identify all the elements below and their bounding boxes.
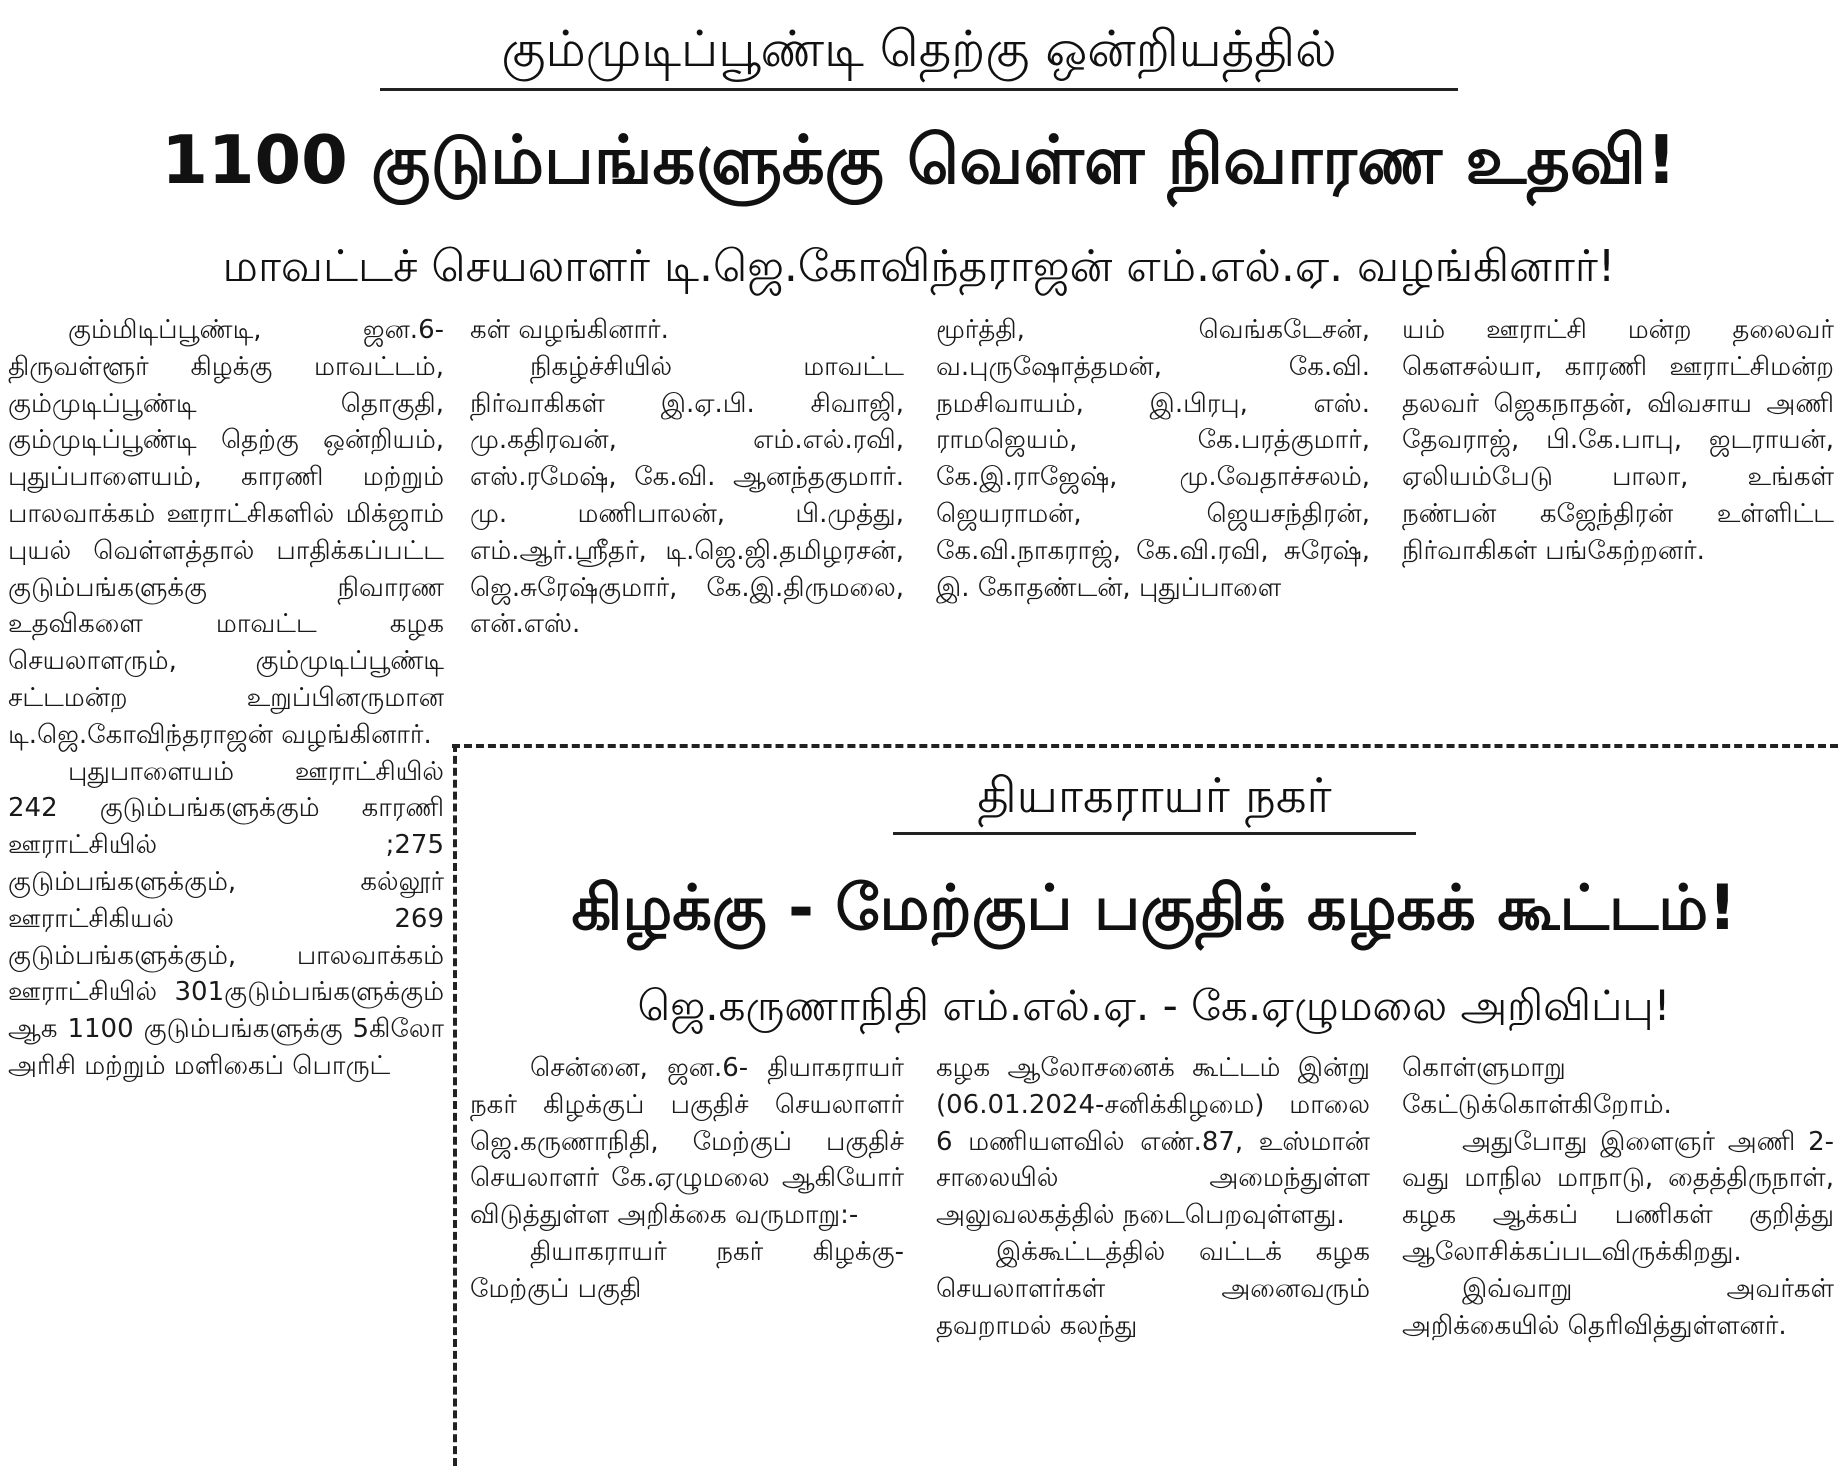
story2-kicker: தியாகராயர் நகர் (893, 764, 1416, 835)
story2-col3-paragraph: இவ்வாறு அவர்கள் அறிக்கையில் தெரிவித்துள்ளனர். (1402, 1273, 1834, 1341)
story1-headline: 1100 குடும்பங்களுக்கு வெள்ள நிவாரண உதவி! (161, 121, 1677, 199)
story2-col2-paragraph: கழக ஆலோசனைக் கூட்டம் இன்று (06.01.2024-சனிக்கிழமை) மாலை 6 மணியளவில் எண்.87, உஸ்மான் சாலையில் அமைந்துள்ள அலுவலகத்தில் நடைபெறவுள்ளது. (936, 1053, 1370, 1231)
story1-col1-paragraph: கும்மிடிப்பூண்டி, ஜன.6- திருவள்ளூர் கிழக்கு மாவட்டம், கும்முடிப்பூண்டி தொகுதி, கும்முடிப்பூண்டி தெற்கு ஒன்றியம், புதுப்பாளையம், காரணி மற்றும் பாலவாக்கம் ஊராட்சிகளில் மிக்ஜாம் புயல் வெள்ளத்தால் பாதிக்கப்பட்ட குடும்பங்களுக்கு நிவாரண உதவிகளை மாவட்ட கழக செயலாளரும், கும்முடிப்பூண்டி சட்டமன்ற உறுப்பினருமான டி.ஜெ.கோவிந்தராஜன் வழங்கினார். (8, 315, 444, 750)
story2-col2-paragraph: இக்கூட்டத்தில் வட்டக் கழக செயலாளர்கள் அனைவரும் தவறாமல் கலந்து (936, 1236, 1370, 1341)
section-divider-horizontal (452, 744, 1838, 748)
story2-column-1 (470, 1050, 904, 1462)
story1-kicker: கும்முடிப்பூண்டி தெற்கு ஒன்றியத்தில் (380, 14, 1458, 91)
story2-subheadline: ஜெ.கருணாநிதி எம்.எல்.ஏ. - கே.ஏழுமலை அறிவிப்பு! (637, 981, 1671, 1030)
story1-column-3 (936, 312, 1370, 727)
story1-col2-paragraph: கள் வழங்கினார். (470, 315, 669, 345)
story2-column-2 (936, 1050, 1370, 1462)
story1-column-4 (1402, 312, 1834, 727)
story2-col1-paragraph: சென்னை, ஜன.6- தியாகராயர் நகர் கிழக்குப் பகுதிச் செயலாளர் ஜெ.கருணாநிதி, மேற்குப் பகுதிச் செயலாளர் கே.ஏழுமலை ஆகியோர் விடுத்துள்ள அறிக்கை வருமாறு:- (470, 1053, 904, 1231)
story2-column-3 (1402, 1050, 1834, 1462)
story1-col1-paragraph: புதுபாளையம் ஊராட்சியில் 242 குடும்பங்களுக்கும் காரணி ஊராட்சியில் ;275 குடும்பங்களுக்கும், கல்லூர் ஊராட்சிகியல் 269 குடும்பங்களுக்கும், பாலவாக்கம் ஊராட்சியில் 301குடும்பங்களுக்கும் ஆக 1100 குடும்பங்களுக்கு 5கிலோ அரிசி மற்றும் மளிகைப் பொருட் (8, 756, 444, 1081)
story2-col3-paragraph: கொள்ளுமாறு கேட்டுக்கொள்கிறோம். (1402, 1053, 1672, 1120)
story2-col3-paragraph: அதுபோது இளைஞர் அணி 2-வது மாநில மாநாடு, தைத்திருநாள், கழக ஆக்கப் பணிகள் குறித்து ஆலோசிக்கப்படவிருக்கிறது. (1402, 1126, 1834, 1267)
story1-col2-paragraph: நிகழ்ச்சியில் மாவட்ட நிர்வாகிகள் இ.ஏ.பி. சிவாஜி, மு.கதிரவன், எம்.எல்.ரவி, எஸ்.ரமேஷ், கே.வி. ஆனந்தகுமார். மு. மணிபாலன், பி.முத்து, எம்.ஆர்.ஸ்ரீதர், டி.ஜெ.ஜி.தமிழரசன், ஜெ.சுரேஷ்குமார், கே.இ.திருமலை, என்.எஸ். (470, 351, 904, 640)
story2-headline: கிழக்கு - மேற்குப் பகுதிக் கழகக் கூட்டம்! (571, 871, 1737, 944)
story1-col4-paragraph: யம் ஊராட்சி மன்ற தலைவர் கௌசல்யா, காரணி ஊராட்சிமன்ற தலவர் ஜெகநாதன், விவசாய அணி தேவராஜ், பி.கே.பாபு, ஜடராயன், ஏலியம்பேடு பாலா, உங்கள் நண்பன் கஜேந்திரன் உள்ளிட்ட நிர்வாகிகள் பங்கேற்றனர். (1402, 315, 1834, 566)
story2-col1-paragraph: தியாகராயர் நகர் கிழக்கு-மேற்குப் பகுதி (470, 1236, 904, 1304)
story1-col3-paragraph: மூர்த்தி, வெங்கடேசன், வ.புருஷோத்தமன், கே.வி. நமசிவாயம், இ.பிரபு, எஸ். ராமஜெயம், கே.பரத்குமார், கே.இ.ராஜேஷ், மு.வேதாச்சலம், ஜெயராமன், ஜெயசந்திரன், கே.வி.நாகராஜ், கே.வி.ரவி, சுரேஷ், இ. கோதண்டன், புதுப்பாளை (936, 315, 1370, 603)
story1-subheadline: மாவட்டச் செயலாளர் டி.ஜெ.கோவிந்தராஜன் எம்.எல்.ஏ. வழங்கினார்! (222, 241, 1616, 292)
section-divider-vertical (453, 744, 457, 1466)
story1-column-2 (470, 312, 904, 727)
story1-column-1 (8, 312, 444, 1462)
